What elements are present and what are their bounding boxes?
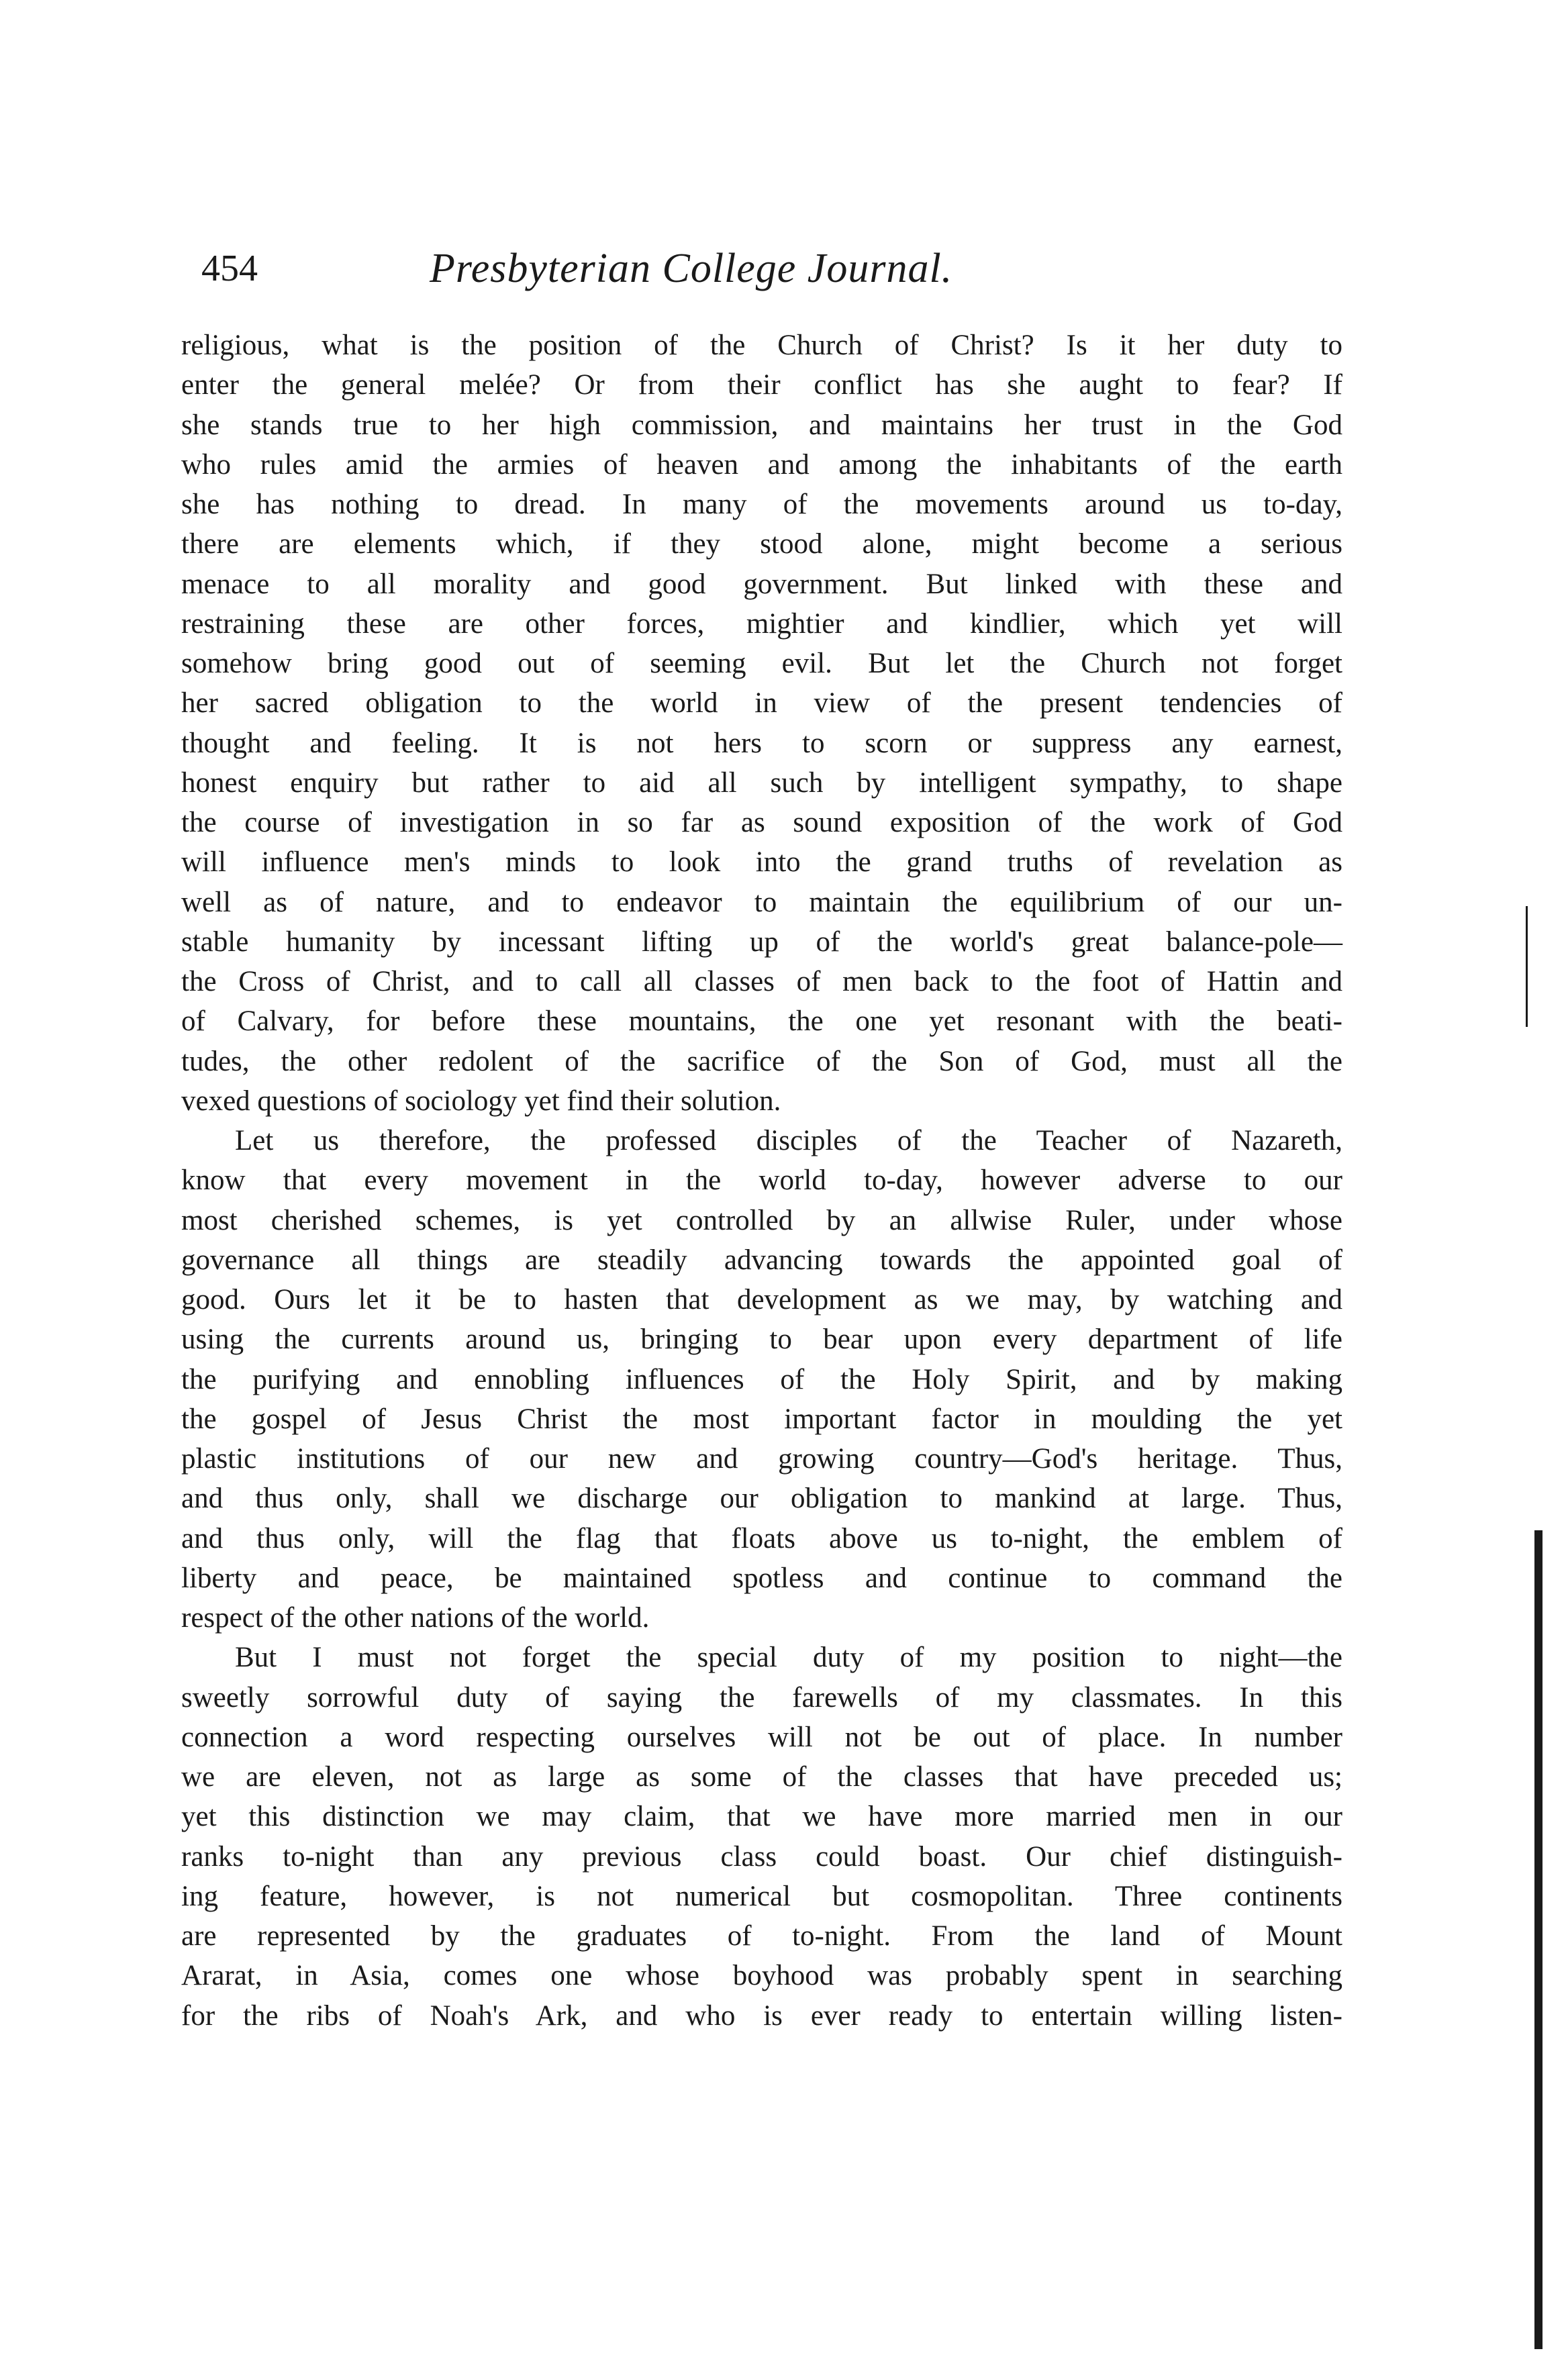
text-line: governance all things are steadily advancing towards the appointed goal of xyxy=(181,1244,1342,1276)
text-line: honest enquiry but rather to aid all such by intelligent sympathy, to shape xyxy=(181,766,1342,799)
text-line: stable humanity by incessant lifting up of the world's great balance-pole— xyxy=(181,926,1342,958)
text-line: will influence men's minds to look into the grand truths of revelation as xyxy=(181,846,1342,879)
text-line: there are elements which, if they stood alone, might become a serious xyxy=(181,528,1342,560)
text-line: sweetly sorrowful duty of saying the farewells of my classmates. In this xyxy=(181,1681,1342,1714)
text-line: the Cross of Christ, and to call all classes of men back to the foot of Hattin and xyxy=(181,966,1342,997)
text-line: plastic institutions of our new and growing country—God's heritage. Thus, xyxy=(181,1443,1342,1475)
text-line: restraining these are other forces, mightier and kindlier, which yet will xyxy=(181,607,1342,640)
text-line: and thus only, shall we discharge our obligation to mankind at large. Thus, xyxy=(181,1483,1342,1515)
page-header xyxy=(201,238,1342,299)
text-line: religious, what is the position of the Church of Christ? Is it her duty to xyxy=(181,330,1342,361)
text-line: connection a word respecting ourselves will not be out of place. In number xyxy=(181,1721,1342,1753)
text-line: vexed questions of sociology yet find their solution. xyxy=(181,1085,781,1117)
text-line: who rules amid the armies of heaven and among the inhabitants of the earth xyxy=(181,448,1342,481)
text-line: know that every movement in the world to-day, however adverse to our xyxy=(181,1164,1342,1197)
text-line: most cherished schemes, is yet controlled by an allwise Ruler, under whose xyxy=(181,1204,1342,1236)
text-line: liberty and peace, be maintained spotless and continue to command the xyxy=(181,1562,1342,1594)
text-line: the course of investigation in so far as sound exposition of the work of God xyxy=(181,807,1342,838)
text-line: well as of nature, and to endeavor to maintain the equilibrium of our un- xyxy=(181,886,1342,918)
text-line: Let us therefore, the professed disciples of the Teacher of Nazareth, xyxy=(235,1125,1342,1156)
text-line: her sacred obligation to the world in view of the present tendencies of xyxy=(181,687,1342,720)
text-line: we are eleven, not as large as some of the classes that have preceded us; xyxy=(181,1761,1342,1793)
text-line: for the ribs of Noah's Ark, and who is ever ready to entertain willing listen- xyxy=(181,1999,1342,2032)
text-line: the gospel of Jesus Christ the most important factor in moulding the yet xyxy=(181,1403,1342,1435)
text-line: somehow bring good out of seeming evil. But let the Church not forget xyxy=(181,648,1342,679)
page-number: 454 xyxy=(201,248,258,289)
text-line: thought and feeling. It is not hers to scorn or suppress any earnest, xyxy=(181,727,1342,759)
text-line: of Calvary, for before these mountains, the one yet resonant with the beati- xyxy=(181,1005,1342,1038)
text-line: she stands true to her high commission, and maintains her trust in the God xyxy=(181,409,1342,441)
text-line: But I must not forget the special duty of my position to night—the xyxy=(235,1642,1342,1674)
text-line: are represented by the graduates of to-night. From the land of Mount xyxy=(181,1920,1342,1952)
text-line: respect of the other nations of the world. xyxy=(181,1602,650,1634)
running-title: Presbyterian College Journal. xyxy=(430,246,953,291)
text-line: tudes, the other redolent of the sacrifice of the Son of God, must all the xyxy=(181,1045,1342,1077)
text-line: Ararat, in Asia, comes one whose boyhood was probably spent in searching xyxy=(181,1960,1342,1992)
text-line: and thus only, will the flag that floats above us to-night, the emblem of xyxy=(181,1522,1342,1554)
text-line: using the currents around us, bringing to bear upon every department of life xyxy=(181,1324,1342,1356)
text-line: she has nothing to dread. In many of the movements around us to-day, xyxy=(181,489,1342,520)
text-line: yet this distinction we may claim, that we have more married men in our xyxy=(181,1801,1342,1833)
body-text xyxy=(181,326,1342,2036)
text-line: enter the general melée? Or from their conflict has she aught to fear? If xyxy=(181,369,1342,401)
text-line: good. Ours let it be to hasten that development as we may, by watching and xyxy=(181,1284,1342,1316)
text-line: ing feature, however, is not numerical but cosmopolitan. Three continents xyxy=(181,1880,1342,1912)
scan-edge-bar xyxy=(1534,1530,1543,2349)
text-line: ranks to-night than any previous class could boast. Our chief distinguish- xyxy=(181,1840,1342,1873)
scan-edge-line xyxy=(1526,906,1528,1027)
text-line: the purifying and ennobling influences of the Holy Spirit, and by making xyxy=(181,1363,1342,1395)
text-line: menace to all morality and good government. But linked with these and xyxy=(181,568,1342,600)
